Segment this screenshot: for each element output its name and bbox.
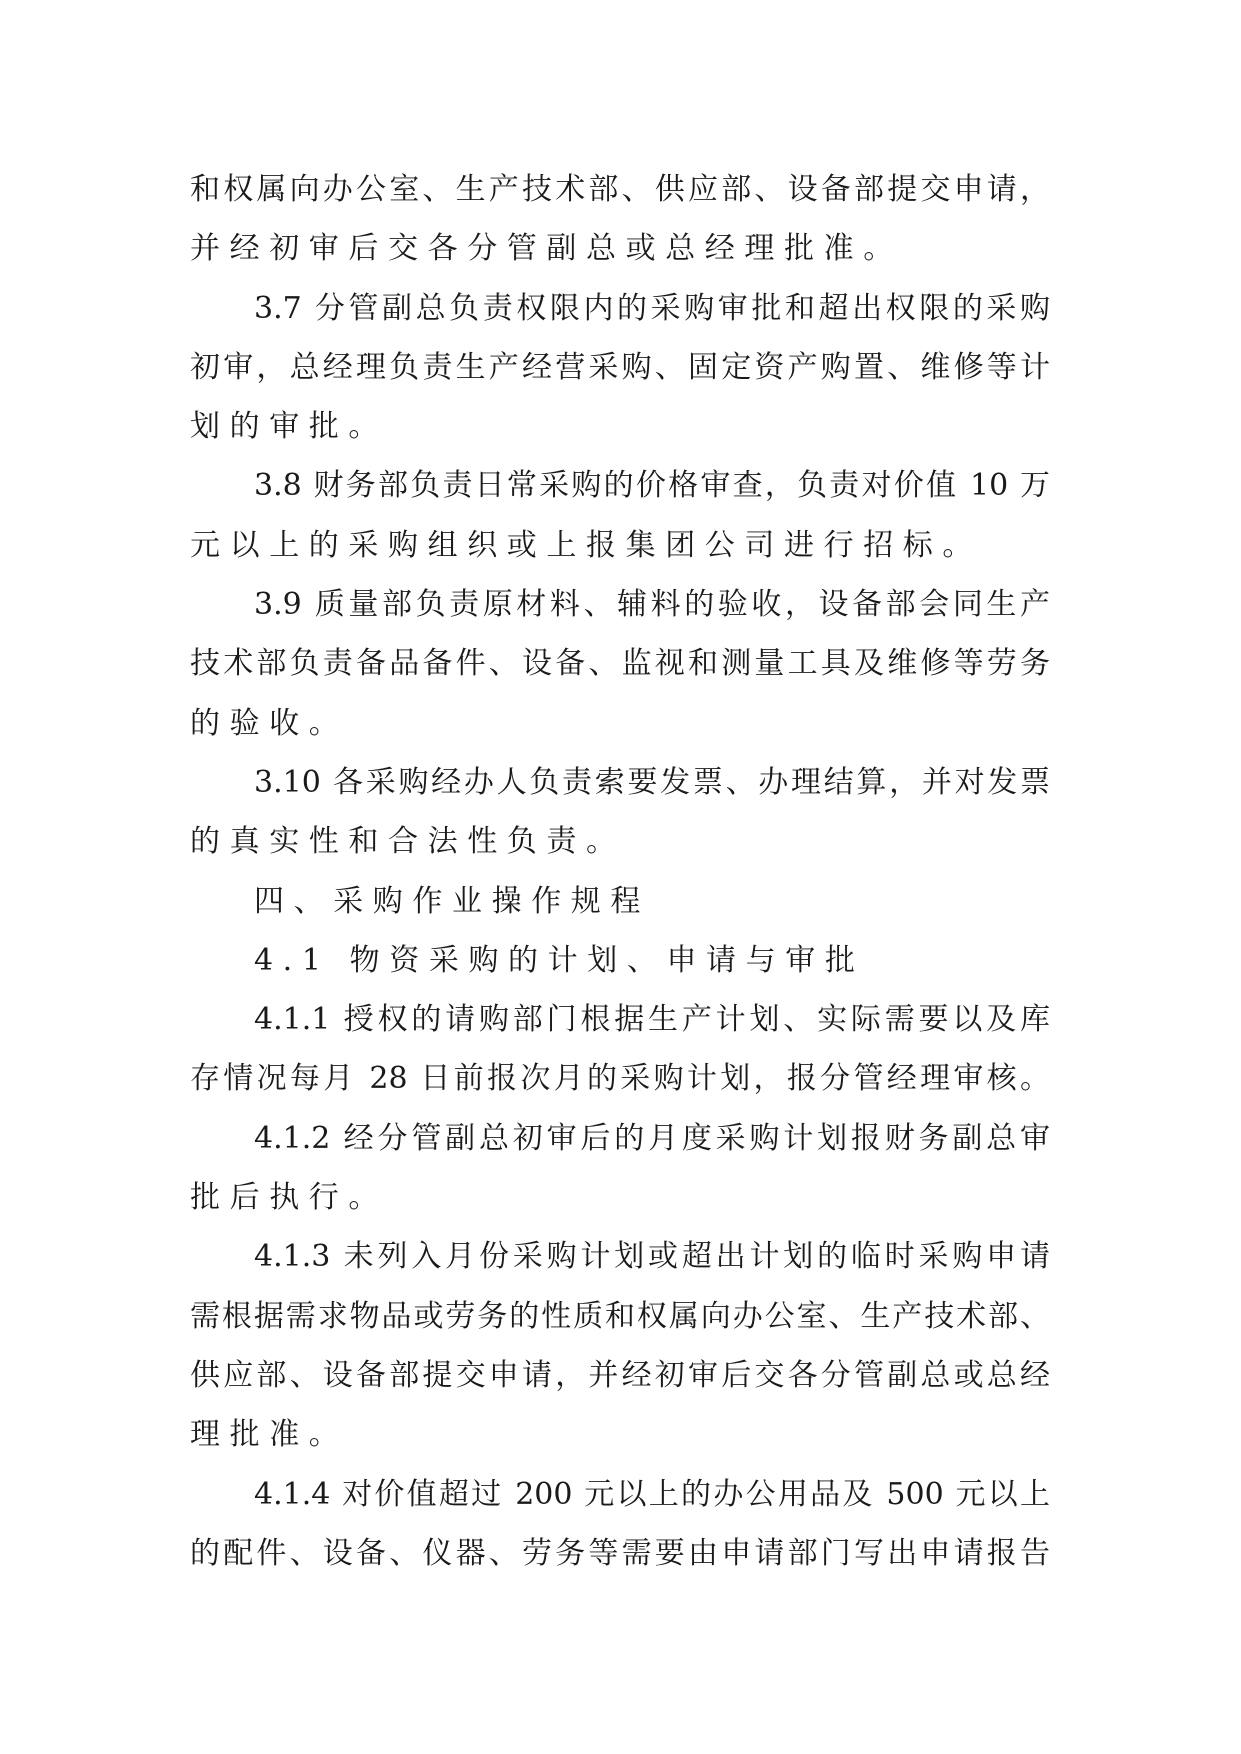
text-line: 供应部、设备部提交申请，并经初审后交各分管副总或总经 [190, 1357, 1050, 1393]
text-line: 批后执行。 [190, 1180, 388, 1216]
paragraph-4-1-1-first-line: 4.1.1 授权的请购部门根据生产计划、实际需要以及库 [254, 1002, 1050, 1038]
text-line: 元以上的采购组织或上报集团公司进行招标。 [190, 527, 982, 563]
document-body [190, 160, 1050, 1583]
text-line: 的配件、设备、仪器、劳务等需要由申请部门写出申请报告 [190, 1535, 1050, 1571]
subsection-heading-4-1: 4.1 物资采购的计划、申请与审批 [254, 942, 865, 978]
text-line: 的真实性和合法性负责。 [190, 824, 626, 860]
text-line: 技术部负责备品备件、设备、监视和测量工具及维修等劳务 [190, 646, 1050, 682]
paragraph-3-8-first-line: 3.8 财务部负责日常采购的价格审查，负责对价值 10 万 [254, 468, 1050, 504]
paragraph-4-1-4-first-line: 4.1.4 对价值超过 200 元以上的办公用品及 500 元以上 [254, 1476, 1050, 1512]
paragraph-3-10-first-line: 3.10 各采购经办人负责索要发票、办理结算，并对发票 [254, 764, 1050, 800]
text-line: 理批准。 [190, 1417, 349, 1453]
text-line: 的验收。 [190, 705, 349, 741]
paragraph-4-1-2-first-line: 4.1.2 经分管副总初审后的月度采购计划报财务副总审 [254, 1120, 1050, 1156]
text-line: 和权属向办公室、生产技术部、供应部、设备部提交申请， [190, 172, 1050, 207]
section-heading-4: 四、采购作业操作规程 [254, 883, 650, 919]
text-line: 划的审批。 [190, 409, 388, 445]
paragraph-3-7-first-line: 3.7 分管副总负责权限内的采购审批和超出权限的采购 [254, 290, 1050, 326]
paragraph-3-9-first-line: 3.9 质量部负责原材料、辅料的验收，设备部会同生产 [254, 587, 1050, 623]
text-line: 需根据需求物品或劳务的性质和权属向办公室、生产技术部、 [190, 1298, 1050, 1334]
text-line: 并经初审后交各分管副总或总经理批准。 [190, 231, 903, 267]
text-line: 存情况每月 28 日前报次月的采购计划，报分管经理审核。 [190, 1061, 1050, 1097]
text-line: 初审，总经理负责生产经营采购、固定资产购置、维修等计 [190, 349, 1050, 385]
paragraph-4-1-3-first-line: 4.1.3 未列入月份采购计划或超出计划的临时采购申请 [254, 1239, 1050, 1275]
